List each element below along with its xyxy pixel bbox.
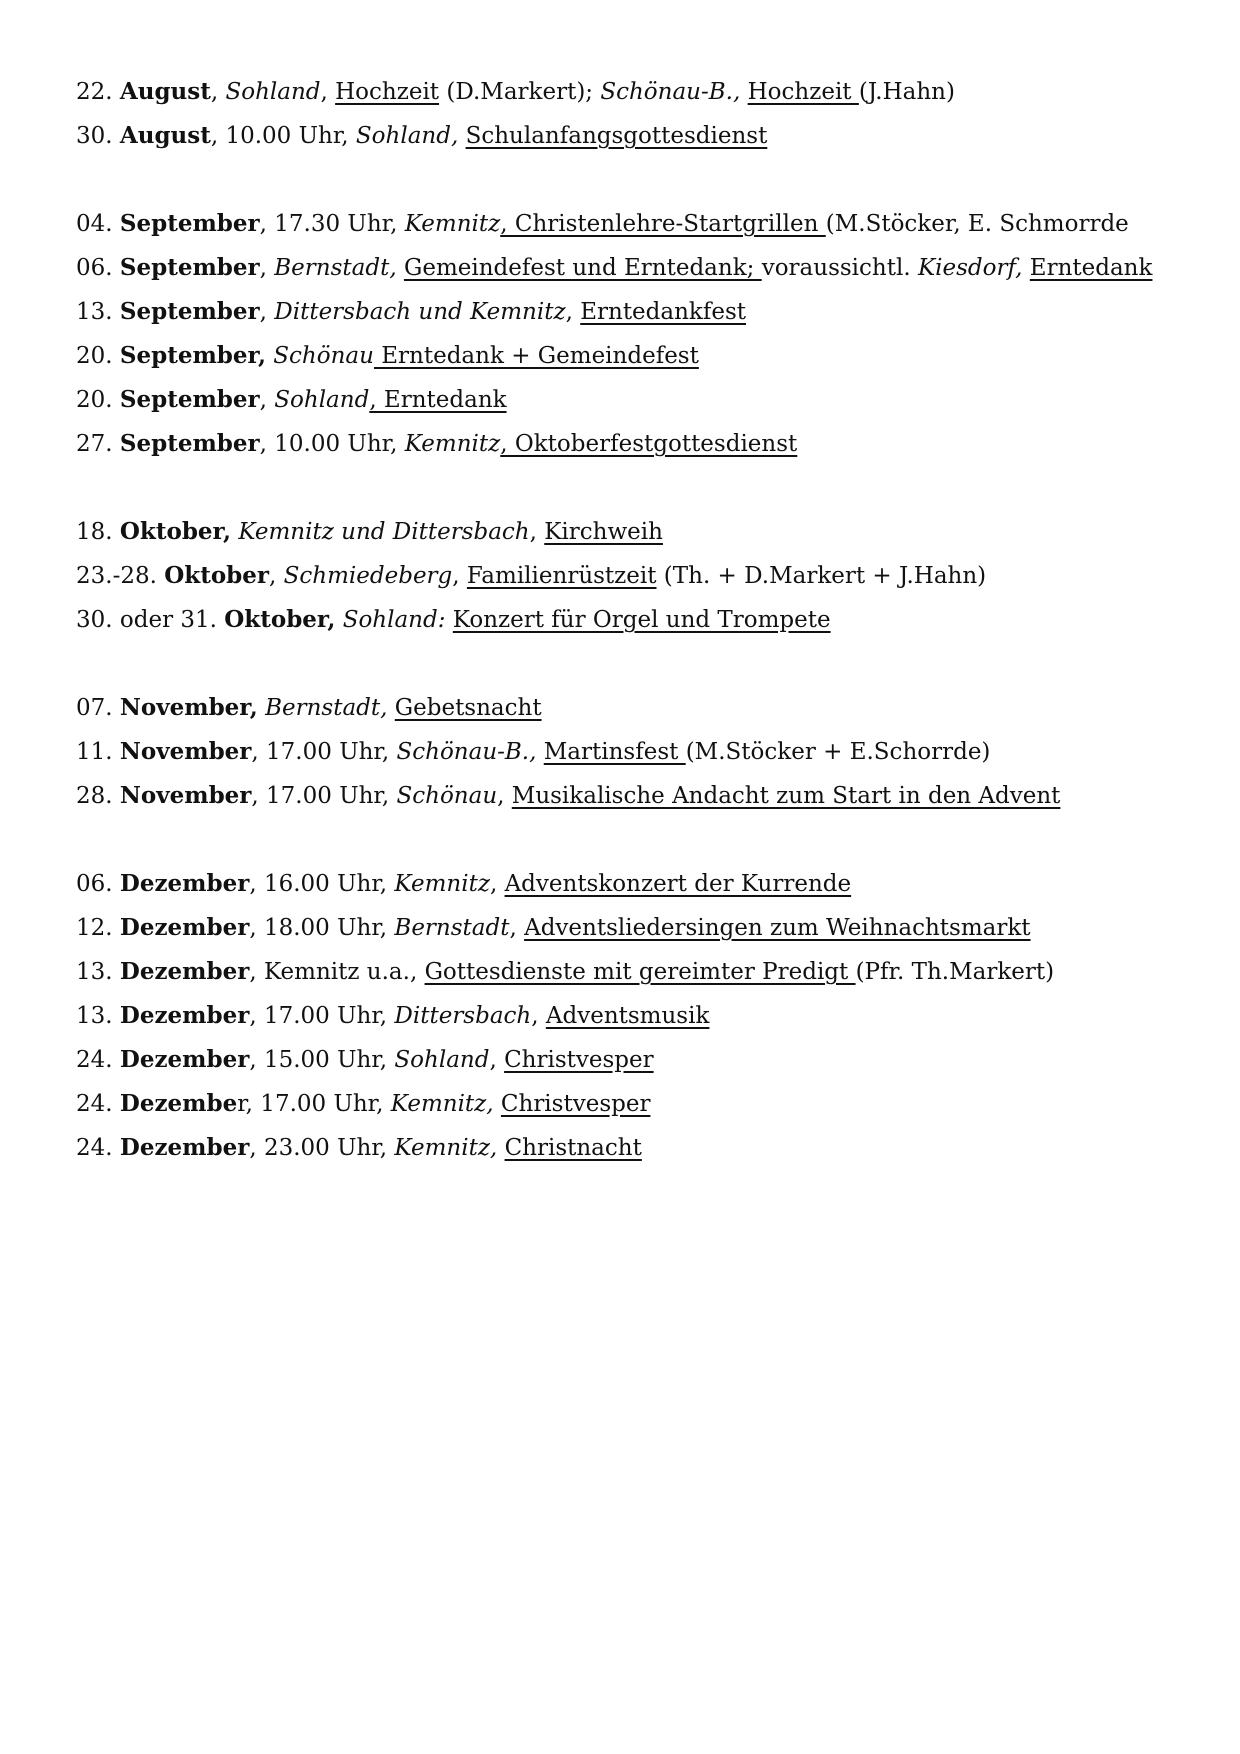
event-text: (M.Stöcker, E. Schmorrde (825, 211, 1129, 237)
event-month: September (119, 210, 260, 237)
month-group-dezember (76, 862, 1176, 1170)
event-location: Dittersbach und Kemnitz (274, 299, 566, 325)
group-spacer (76, 818, 1176, 862)
event-text: , (489, 871, 505, 897)
event-text: , (531, 1003, 546, 1029)
event-text (335, 607, 342, 633)
event-entry (76, 334, 1176, 378)
event-entry (76, 994, 1176, 1038)
event-location: Sohland: (342, 607, 446, 633)
event-text: , (497, 783, 512, 809)
event-text: 13. (76, 299, 120, 325)
event-month: November (119, 738, 252, 765)
event-title: Adventskonzert der Kurrende (504, 871, 852, 897)
event-entry (76, 378, 1176, 422)
event-text: , (452, 563, 467, 589)
event-text (494, 1091, 501, 1117)
event-entry (76, 906, 1176, 950)
event-entry (76, 774, 1176, 818)
event-entry (76, 70, 1176, 114)
event-text (258, 695, 265, 721)
event-title: Christnacht (504, 1135, 642, 1161)
event-text: 20. (76, 387, 120, 413)
group-spacer (76, 642, 1176, 686)
group-spacer (76, 466, 1176, 510)
event-text: , 18.00 Uhr, (249, 915, 395, 941)
event-text (740, 79, 747, 105)
event-title: , Oktoberfestgottesdienst (500, 431, 798, 457)
event-text (458, 123, 465, 149)
event-title: , Christenlehre-Startgrillen (500, 211, 826, 237)
event-month: Dezember (119, 1046, 250, 1073)
event-entry (76, 862, 1176, 906)
event-entry (76, 554, 1176, 598)
event-text: , (565, 299, 581, 325)
event-month: August (119, 122, 211, 149)
event-location: Kemnitz, (390, 1091, 494, 1117)
event-title: Erntedankfest (580, 299, 747, 325)
event-month: September (119, 430, 260, 457)
month-group-oktober (76, 510, 1176, 642)
event-text: 30. oder 31. (76, 607, 225, 633)
event-month: Oktober, (224, 606, 336, 633)
event-text: 20. (76, 343, 120, 369)
event-text: 24. (76, 1091, 120, 1117)
event-month: November, (119, 694, 258, 721)
event-month: September, (119, 342, 266, 369)
event-location: Bernstadt (394, 915, 510, 941)
event-text: , 17.30 Uhr, (259, 211, 405, 237)
event-text (536, 739, 543, 765)
event-title: Christvesper (500, 1091, 651, 1117)
event-title: Gemeindefest und Erntedank; (403, 255, 762, 281)
event-month: September (119, 298, 260, 325)
event-text: (M.Stöcker + E.Schorrde) (685, 739, 991, 765)
event-entry (76, 598, 1176, 642)
event-location: Sohland (394, 1047, 490, 1073)
event-month: Dezember (119, 870, 250, 897)
event-text: , 10.00 Uhr, (210, 123, 356, 149)
event-title: Christvesper (504, 1047, 654, 1073)
event-location: Kemnitz (404, 431, 501, 457)
event-location: Kiesdorf, (917, 255, 1023, 281)
event-text: , (269, 563, 284, 589)
event-location: Sohland (225, 79, 321, 105)
event-location: Schönau (396, 783, 498, 809)
event-text: 24. (76, 1047, 120, 1073)
event-location: Schönau-B., (396, 739, 537, 765)
event-text: voraussichtl. (761, 255, 918, 281)
event-text: , 15.00 Uhr, (249, 1047, 395, 1073)
event-text: , (259, 299, 275, 325)
event-list (76, 70, 1176, 1170)
event-title: Gottesdienste mit gereimter Predigt (424, 959, 856, 985)
event-title: Konzert für Orgel und Trompete (452, 607, 831, 633)
event-text: 22. (76, 79, 120, 105)
event-location: Kemnitz und Dittersbach (238, 519, 530, 545)
event-text: , 10.00 Uhr, (259, 431, 405, 457)
event-text: 06. (76, 255, 120, 281)
event-title: Adventsmusik (545, 1003, 710, 1029)
event-text: (Th. + D.Markert + J.Hahn) (656, 563, 987, 589)
event-entry (76, 1082, 1176, 1126)
month-group-november (76, 686, 1176, 818)
event-month: Dezember (119, 1134, 250, 1161)
event-month: Dezember (119, 958, 250, 985)
event-title: Adventsliedersingen zum Weihnachtsmarkt (524, 915, 1031, 941)
event-entry (76, 686, 1176, 730)
event-month: Dezember (119, 914, 250, 941)
event-text: 13. (76, 1003, 120, 1029)
group-spacer (76, 158, 1176, 202)
event-text: 30. (76, 123, 120, 149)
event-text: 04. (76, 211, 120, 237)
event-text (397, 255, 404, 281)
event-location: Schmiedeberg (283, 563, 453, 589)
event-entry (76, 1126, 1176, 1170)
event-entry (76, 510, 1176, 554)
event-month: August (119, 78, 211, 105)
event-text (497, 1135, 504, 1161)
event-text: (J.Hahn) (858, 79, 955, 105)
event-month: Dezembe (119, 1090, 238, 1117)
event-month: September (119, 254, 260, 281)
event-text: , Kemnitz u.a., (249, 959, 425, 985)
event-text: (D.Markert); (439, 79, 601, 105)
event-entry (76, 290, 1176, 334)
event-month: Oktober (164, 562, 270, 589)
event-text: , 16.00 Uhr, (249, 871, 395, 897)
event-month: November (119, 782, 252, 809)
event-text: , (489, 1047, 505, 1073)
event-title: Martinsfest (543, 739, 686, 765)
event-text: , 17.00 Uhr, (251, 783, 397, 809)
event-text: 28. (76, 783, 120, 809)
event-entry (76, 246, 1176, 290)
event-text: 11. (76, 739, 120, 765)
event-text: , 17.00 Uhr, (251, 739, 397, 765)
event-text: , (509, 915, 525, 941)
event-month: Oktober, (119, 518, 231, 545)
event-text: 23.-28. (76, 563, 165, 589)
event-text: (Pfr. Th.Markert) (855, 959, 1055, 985)
event-month: September (119, 386, 260, 413)
event-title: , Erntedank (369, 387, 507, 413)
event-title: Hochzeit (335, 79, 440, 105)
event-text: 18. (76, 519, 120, 545)
event-entry (76, 422, 1176, 466)
month-group-august (76, 70, 1176, 158)
event-text: , (210, 79, 226, 105)
event-text: , 17.00 Uhr, (249, 1003, 395, 1029)
event-text: 06. (76, 871, 120, 897)
event-text: , (259, 387, 275, 413)
event-text: 13. (76, 959, 120, 985)
event-title: Familienrüstzeit (466, 563, 657, 589)
event-location: Sohland, (355, 123, 459, 149)
event-location: Kemnitz (394, 871, 490, 897)
event-location: Bernstadt, (274, 255, 397, 281)
month-group-september (76, 202, 1176, 466)
event-text (445, 607, 452, 633)
event-text: , (529, 519, 545, 545)
event-text: 07. (76, 695, 120, 721)
event-text (387, 695, 394, 721)
event-text: 24. (76, 1135, 120, 1161)
event-text: r, 17.00 Uhr, (237, 1091, 391, 1117)
event-location: Bernstadt, (265, 695, 388, 721)
event-entry (76, 114, 1176, 158)
event-text: , (320, 79, 336, 105)
event-location: Schönau (273, 343, 374, 369)
event-text: , (259, 255, 275, 281)
event-month: Dezember (119, 1002, 250, 1029)
event-title: Gebetsnacht (394, 695, 542, 721)
event-entry (76, 950, 1176, 994)
event-entry (76, 1038, 1176, 1082)
event-location: Kemnitz (404, 211, 501, 237)
event-title: Kirchweih (544, 519, 663, 545)
event-text: 27. (76, 431, 120, 457)
event-title: Erntedank + Gemeindefest (373, 343, 699, 369)
event-text: 12. (76, 915, 120, 941)
event-entry (76, 730, 1176, 774)
event-title: Erntedank (1029, 255, 1153, 281)
event-location: Dittersbach (394, 1003, 532, 1029)
event-title: Musikalische Andacht zum Start in den Advent (511, 783, 1061, 809)
event-entry (76, 202, 1176, 246)
event-location: Kemnitz, (394, 1135, 498, 1161)
event-text (1022, 255, 1029, 281)
event-text: , 23.00 Uhr, (249, 1135, 395, 1161)
event-title: Schulanfangsgottesdienst (465, 123, 768, 149)
event-title: Hochzeit (747, 79, 859, 105)
event-location: Schönau-B., (600, 79, 741, 105)
event-location: Sohland (274, 387, 370, 413)
